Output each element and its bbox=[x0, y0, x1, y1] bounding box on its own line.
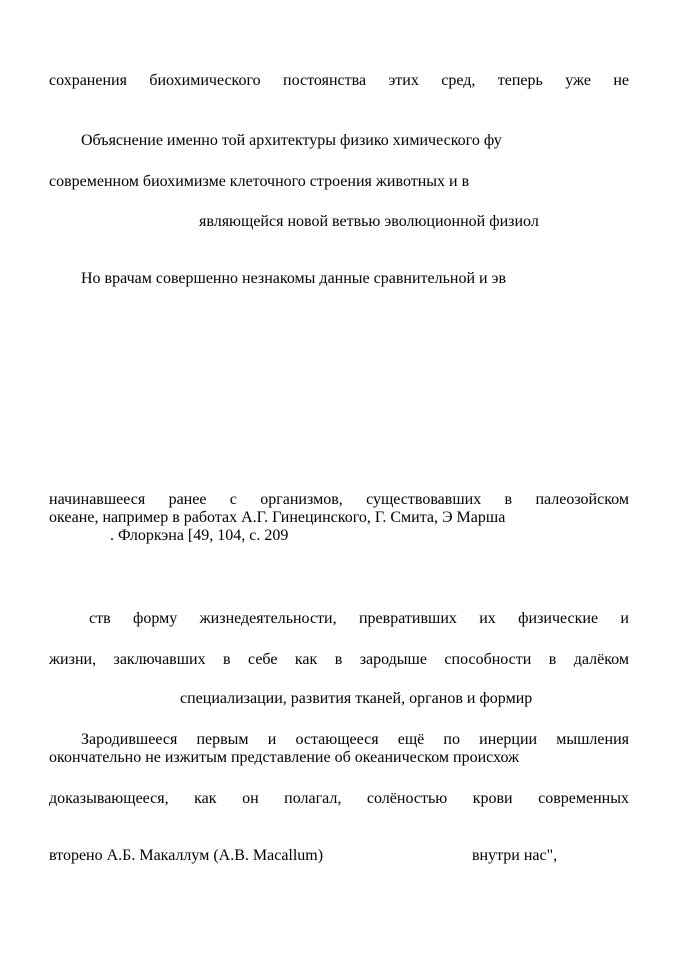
text-line-6: начинавшееся ранее с организмов, существовавших в палеозойском bbox=[49, 491, 629, 508]
text-line-12: Зародившееся первым и остающееся ещё по инерции мышления bbox=[81, 731, 629, 748]
text-line-14: доказывающееся, как он полагал, солёностью крови современных bbox=[49, 790, 629, 807]
text-line-13: окончательно не изжитым представление об океаническом происхож bbox=[49, 749, 520, 766]
text-line-1: сохранения биохимического постоянства этих сред, теперь уже не bbox=[49, 72, 629, 89]
text-line-2: Объяснение именно той архитектуры физико химического фу bbox=[81, 132, 502, 149]
text-line-10: жизни, заключавших в себе как в зародыше способности в далёком bbox=[49, 651, 629, 668]
text-line-9: ств форму жизнедеятельности, превративших их физические и bbox=[89, 610, 629, 627]
text-line-5: Но врачам совершенно незнакомы данные сравнительной и эв bbox=[81, 270, 507, 287]
text-line-4: являющейся новой ветвью эволюционной физиол bbox=[199, 213, 539, 230]
text-line-15-right: внутри нас", bbox=[472, 847, 558, 864]
text-line-8: . Флоркэна [49, 104, с. 209 bbox=[110, 527, 289, 544]
text-line-7: океане, например в работах А.Г. Гинецинского, Г. Смита, Э Марша bbox=[49, 509, 506, 526]
text-line-3: современном биохимизме клеточного строения животных и в bbox=[49, 173, 470, 190]
text-line-11: специализации, развития тканей, органов и формир bbox=[180, 690, 533, 707]
text-line-15-left: вторено А.Б. Макаллум (A.B. Macallum) bbox=[49, 847, 324, 864]
